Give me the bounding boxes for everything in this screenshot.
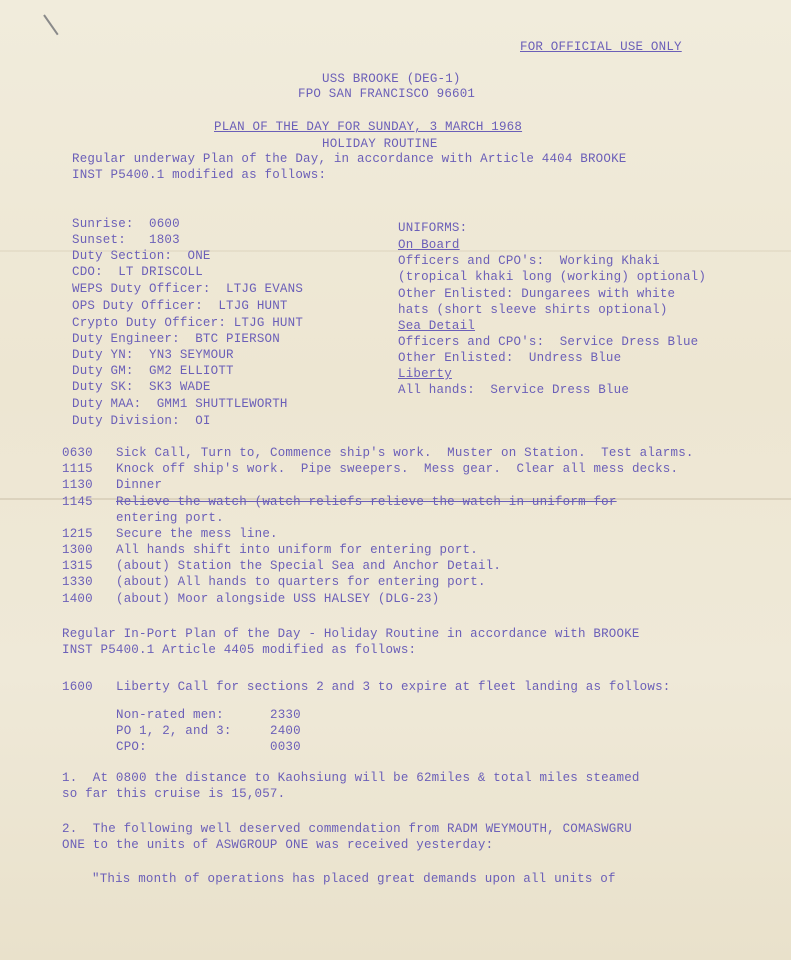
schedule-text: Relieve the watch (watch reliefs relieve the watch in uniform for [116,495,617,509]
inport-line-2: INST P5400.1 Article 4405 modified as follows: [62,643,417,657]
document-title: PLAN OF THE DAY FOR SUNDAY, 3 MARCH 1968 [214,120,523,134]
duty-line: Duty Division: OI [72,414,211,428]
uniforms-heading: UNIFORMS: [398,221,468,235]
schedule-text: (about) Station the Special Sea and Anchor Detail. [116,559,502,573]
liberty-call-text: Liberty Call for sections 2 and 3 to expire at fleet landing as follows: [116,680,671,694]
uniform-line: Officers and CPO's: Service Dress Blue [398,335,699,349]
intro-line-2: INST P5400.1 modified as follows: [72,168,327,182]
liberty-heading: Liberty [398,367,452,381]
schedule-time: 1115 [62,462,93,476]
duty-line: Sunset: 1803 [72,233,180,247]
expiry-label: Non-rated men: [116,708,224,722]
schedule-time: 0630 [62,446,93,460]
note-2-line-1: 2. The following well deserved commendation from RADM WEYMOUTH, COMASWGRU [62,822,632,836]
document-subtitle: HOLIDAY ROUTINE [322,137,438,151]
duty-line: Duty MAA: GMM1 SHUTTLEWORTH [72,397,288,411]
schedule-text: Knock off ship's work. Pipe sweepers. Mess gear. Clear all mess decks. [116,462,679,476]
schedule-text: Secure the mess line. [116,527,278,541]
uniform-line: Other Enlisted: Undress Blue [398,351,622,365]
duty-line: Duty SK: SK3 WADE [72,380,211,394]
duty-line: CDO: LT DRISCOLL [72,265,203,279]
uniform-line: Other Enlisted: Dungarees with white [398,287,676,301]
on-board-heading: On Board [398,238,460,252]
expiry-label: CPO: [116,740,147,754]
duty-line: Sunrise: 0600 [72,217,180,231]
schedule-text: Dinner [116,478,163,492]
schedule-text: entering port. [116,511,224,525]
intro-line-1: Regular underway Plan of the Day, in accordance with Article 4404 BROOKE [72,152,627,166]
duty-line: Duty Engineer: BTC PIERSON [72,332,280,346]
schedule-time: 1315 [62,559,93,573]
expiry-label: PO 1, 2, and 3: [116,724,232,738]
expiry-time: 2330 [270,708,301,722]
duty-line: Duty GM: GM2 ELLIOTT [72,364,234,378]
inport-line-1: Regular In-Port Plan of the Day - Holiday Routine in accordance with BROOKE [62,627,640,641]
schedule-time: 1145 [62,495,93,509]
schedule-time: 1330 [62,575,93,589]
schedule-time: 1300 [62,543,93,557]
expiry-time: 2400 [270,724,301,738]
note-1-line-2: so far this cruise is 15,057. [62,787,286,801]
liberty-call-time: 1600 [62,680,93,694]
duty-line: Duty YN: YN3 SEYMOUR [72,348,234,362]
schedule-text: (about) All hands to quarters for entering port. [116,575,486,589]
duty-line: Crypto Duty Officer: LTJG HUNT [72,316,304,330]
duty-line: WEPS Duty Officer: LTJG EVANS [72,282,304,296]
schedule-text: Sick Call, Turn to, Commence ship's work. Muster on Station. Test alarms. [116,446,694,460]
uniform-line: All hands: Service Dress Blue [398,383,630,397]
schedule-text: All hands shift into uniform for entering port. [116,543,478,557]
uniform-line: Officers and CPO's: Working Khaki [398,254,660,268]
schedule-time: 1130 [62,478,93,492]
schedule-text: (about) Moor alongside USS HALSEY (DLG-23) [116,592,440,606]
schedule-time: 1400 [62,592,93,606]
duty-line: OPS Duty Officer: LTJG HUNT [72,299,288,313]
sea-detail-heading: Sea Detail [398,319,476,333]
note-2-line-2: ONE to the units of ASWGROUP ONE was received yesterday: [62,838,494,852]
expiry-time: 0030 [270,740,301,754]
uniform-line: hats (short sleeve shirts optional) [398,303,668,317]
note-1-line-1: 1. At 0800 the distance to Kaohsiung will be 62miles & total miles steamed [62,771,640,785]
classification-marking: FOR OFFICIAL USE ONLY [520,40,682,54]
duty-line: Duty Section: ONE [72,249,211,263]
uniform-line: (tropical khaki long (working) optional) [398,270,707,284]
fpo-address: FPO SAN FRANCISCO 96601 [298,87,476,101]
note-2-quote: "This month of operations has placed great demands upon all units of [92,872,616,886]
staple-mark [43,14,58,35]
schedule-time: 1215 [62,527,93,541]
ship-name: USS BROOKE (DEG-1) [322,72,461,86]
